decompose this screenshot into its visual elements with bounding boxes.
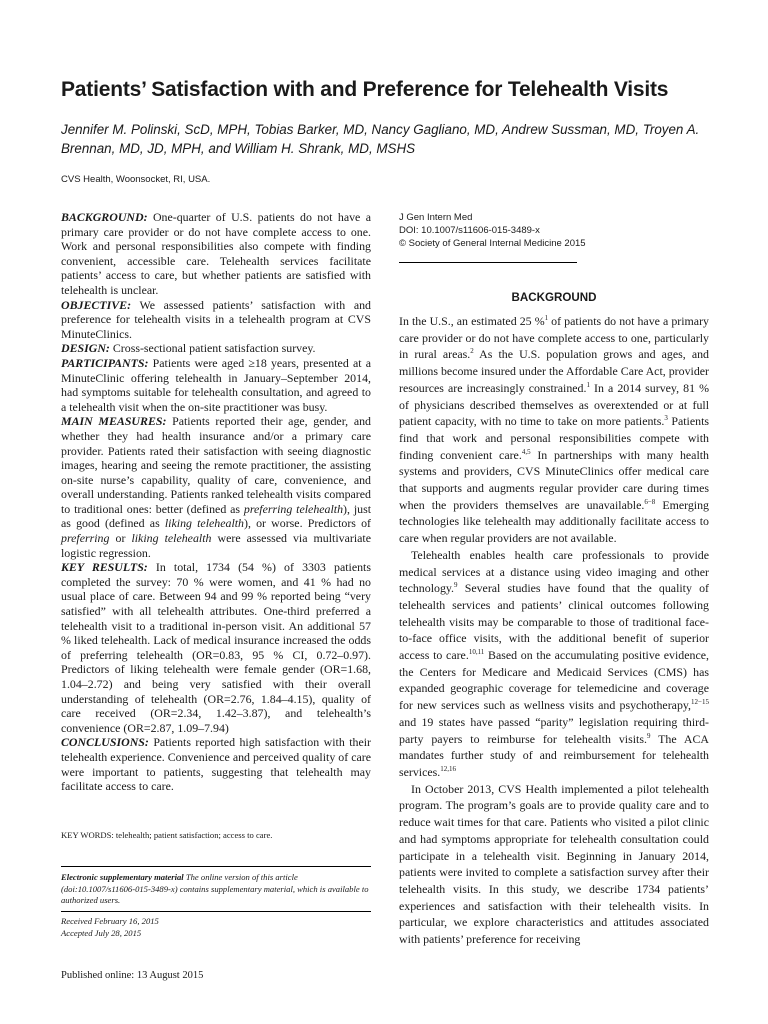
- article-dates: [61, 915, 159, 939]
- received-date: Received February 16, 2015: [61, 916, 159, 926]
- abstract-label: CONCLUSIONS:: [61, 735, 149, 750]
- abstract-label: DESIGN:: [61, 341, 110, 356]
- divider: [61, 911, 371, 912]
- affiliation: CVS Health, Woonsocket, RI, USA.: [61, 174, 211, 185]
- abstract-text: Patients were aged ≥18 years, presented at a MinuteClinic offering telehealth in January–September 2014, had symptoms suitable for telehealth consultation, and agreed to a telehealth visit when the on-site practitioner was busy.: [61, 355, 371, 414]
- abstract-participants: [61, 356, 371, 414]
- published-date: Published online: 13 August 2015: [61, 970, 204, 981]
- article-title: Patients’ Satisfaction with and Preference for Telehealth Visits: [61, 78, 669, 101]
- citation: 6−8: [644, 497, 656, 506]
- body-text-run: Based on the accumulating positive evidence, the Centers for Medicare and Medicaid Services (CMS) has expanded geographic coverage for telemedicine and coverage for new services such as wellness visits and psychotherapy,: [399, 648, 709, 713]
- abstract-label: OBJECTIVE:: [61, 297, 132, 312]
- body-paragraph: In October 2013, CVS Health implemented a pilot telehealth program. The program’s goals are to provide quality care and to reduce wait times for that care. Patients who visited a pilot clinic and had symptoms appropriate for telehealth consultation could participate in a telehealth visit. Beginning in January 2014, patients were invited to complete a satisfaction survey after their telehealth visits. In this study, we describe 1734 patients’ experiences and satisfaction with their telehealth visits. In particular, we explore characteristics and attitudes associated with patients’ preference for receiving: [399, 781, 709, 947]
- abstract-text: In total, 1734 (54 %) of 3303 patients completed the survey: 70 % were women, and 41 % had no usual place of care. Between 94 and 99 % reported being “very satisfied” with all telehealth attributes. One-third preferred a telehealth visit to a traditional in-person visit. An additional 57 % liked telehealth. Lack of medical insurance increased the odds of preferring telehealth (OR=0.83, 95 % CI, 0.72–0.97). Predictors of liking telehealth were female gender (OR=1.68, 1.04–2.72) and being very satisfied with their overall understanding of telehealth (OR=2.76, 1.84–4.15), quality of care received (OR=2.34, 1.42–3.87), and telehealth’s convenience (OR=2.87, 1.09–7.94): [61, 560, 371, 735]
- abstract-text: Patients reported their age, gender, and whether they had health insurance and/or a primary care provider. Patients rated their satisfaction with seeing diagnostic images, hearing and seeing the remote practitioner, the assisting on-site nurse’s capability, quality of care, convenience, and overall understanding. Patients ranked telehealth visits compared to traditional ones: better (defined as: [61, 414, 371, 516]
- body-text-run: In the U.S., an estimated 25 %: [399, 314, 545, 328]
- journal-copyright: © Society of General Internal Medicine 2015: [399, 238, 586, 249]
- abstract-conclusions: [61, 735, 371, 793]
- body-text: [399, 313, 709, 948]
- abstract-label: PARTICIPANTS:: [61, 355, 149, 370]
- supplementary-label: Electronic supplementary material: [61, 872, 184, 882]
- citation: 12−15: [691, 698, 709, 707]
- divider: [61, 866, 371, 867]
- abstract-text: Cross-sectional patient satisfaction survey.: [109, 341, 316, 356]
- body-text-run: The ACA mandates further study of and reimbursement for telehealth services.: [399, 731, 709, 779]
- citation: 1: [544, 314, 549, 322]
- accepted-date: Accepted July 28, 2015: [61, 928, 142, 938]
- citation: 9: [646, 731, 651, 740]
- abstract-objective: [61, 298, 371, 342]
- body-text-run: As the U.S. population grows and ages, and millions become insured under the Affordable Care Act, provider resources are increasingly constrained.: [399, 347, 709, 395]
- journal-name: J Gen Intern Med: [399, 212, 473, 223]
- abstract-text: or: [109, 531, 132, 546]
- supplementary-text: The online version of this article (doi:10.1007/s11606-015-3489-x) contains supplementary material, which is available to authorized users.: [61, 872, 369, 905]
- journal-doi: DOI: 10.1007/s11606-015-3489-x: [399, 225, 540, 236]
- citation: 3: [664, 414, 668, 423]
- body-text-run: Emerging technologies like telehealth may additionally facilitate access to care when regular providers are not available.: [399, 497, 709, 546]
- divider: [399, 262, 577, 263]
- body-text-run: In partnerships with many health systems and providers, CVS MinuteClinics offer medical care that supports and augments regular provider care during times when the providers themselves are unavailable.: [399, 447, 709, 512]
- abstract-key-results: [61, 560, 371, 735]
- body-text-run: In a 2014 survey, 81 % of physicians described themselves as overextended or at full patient capacity, with no time to take on more patients.: [399, 380, 709, 429]
- supplementary-note: [61, 872, 371, 907]
- abstract-emphasis: liking telehealth: [131, 531, 212, 546]
- abstract: [61, 210, 371, 794]
- abstract-label: BACKGROUND:: [61, 210, 148, 224]
- citation: 2: [470, 347, 474, 356]
- abstract-text: We assessed patients’ satisfaction with and preference for telehealth visits in a telehealth program at CVS MinuteClinics.: [61, 297, 371, 341]
- section-heading: BACKGROUND: [511, 291, 597, 304]
- abstract-emphasis: liking telehealth: [164, 516, 245, 531]
- abstract-label: KEY RESULTS:: [61, 560, 148, 575]
- abstract-text: were assessed via multivariate logistic regression.: [61, 531, 372, 560]
- citation: 9: [454, 581, 458, 590]
- body-text-run: and 19 states have passed “parity” legislation requiring third-party payers to reimburse for telehealth visits.: [399, 714, 709, 746]
- citation: 12,16: [440, 764, 457, 773]
- abstract-text: ), just as good (defined as: [61, 501, 372, 531]
- body-paragraph: [399, 313, 709, 547]
- citation: 4,5: [521, 447, 531, 456]
- abstract-text: One-quarter of U.S. patients do not have a primary care provider or do not have complete access to one. Work and personal responsibilities also compete with finding convenient, accessible care. Telehealth services facilitate patients’ access to care, but whether patients are satisfied with telehealth is unclear.: [61, 210, 371, 297]
- abstract-text: ), or worse. Predictors of: [244, 516, 372, 531]
- abstract-design: [61, 341, 371, 356]
- abstract-background: [61, 210, 371, 298]
- body-paragraph: [399, 547, 709, 781]
- body-text-run: Telehealth enables health care professionals to provide medical services at a distance using video imaging and other technology.: [399, 547, 709, 596]
- journal-info: [399, 211, 586, 250]
- body-text-run: of patients do not have a primary care provider or do not have complete access to one, particularly in rural areas.: [399, 314, 709, 362]
- abstract-emphasis: preferring: [61, 531, 110, 546]
- keywords: KEY WORDS: telehealth; patient satisfaction; access to care.: [61, 830, 273, 840]
- citation: 1: [586, 380, 590, 389]
- abstract-label: MAIN MEASURES:: [61, 414, 167, 429]
- abstract-main-measures: [61, 414, 371, 560]
- abstract-text: Patients reported high satisfaction with their telehealth experience. Convenience and perceived quality of care were important to patients, suggesting that telehealth may facilitate access to care.: [61, 735, 371, 794]
- citation: 10,11: [468, 648, 485, 657]
- body-text-run: Several studies have found that the quality of telehealth services and patients’ clinical outcomes following telehealth visits may be comparable to those of traditional face-to-face office visits, with the additional benefit of superior access to care.: [399, 581, 709, 663]
- author-list: Jennifer M. Polinski, ScD, MPH, Tobias Barker, MD, Nancy Gagliano, MD, Andrew Sussman, MD, Troyen A. Brennan, MD, JD, MPH, and William H. Shrank, MD, MSHS: [61, 122, 700, 156]
- body-text-run: Patients find that work and personal responsibilities compete with finding convenient care.: [399, 414, 709, 462]
- abstract-emphasis: preferring telehealth: [243, 501, 344, 516]
